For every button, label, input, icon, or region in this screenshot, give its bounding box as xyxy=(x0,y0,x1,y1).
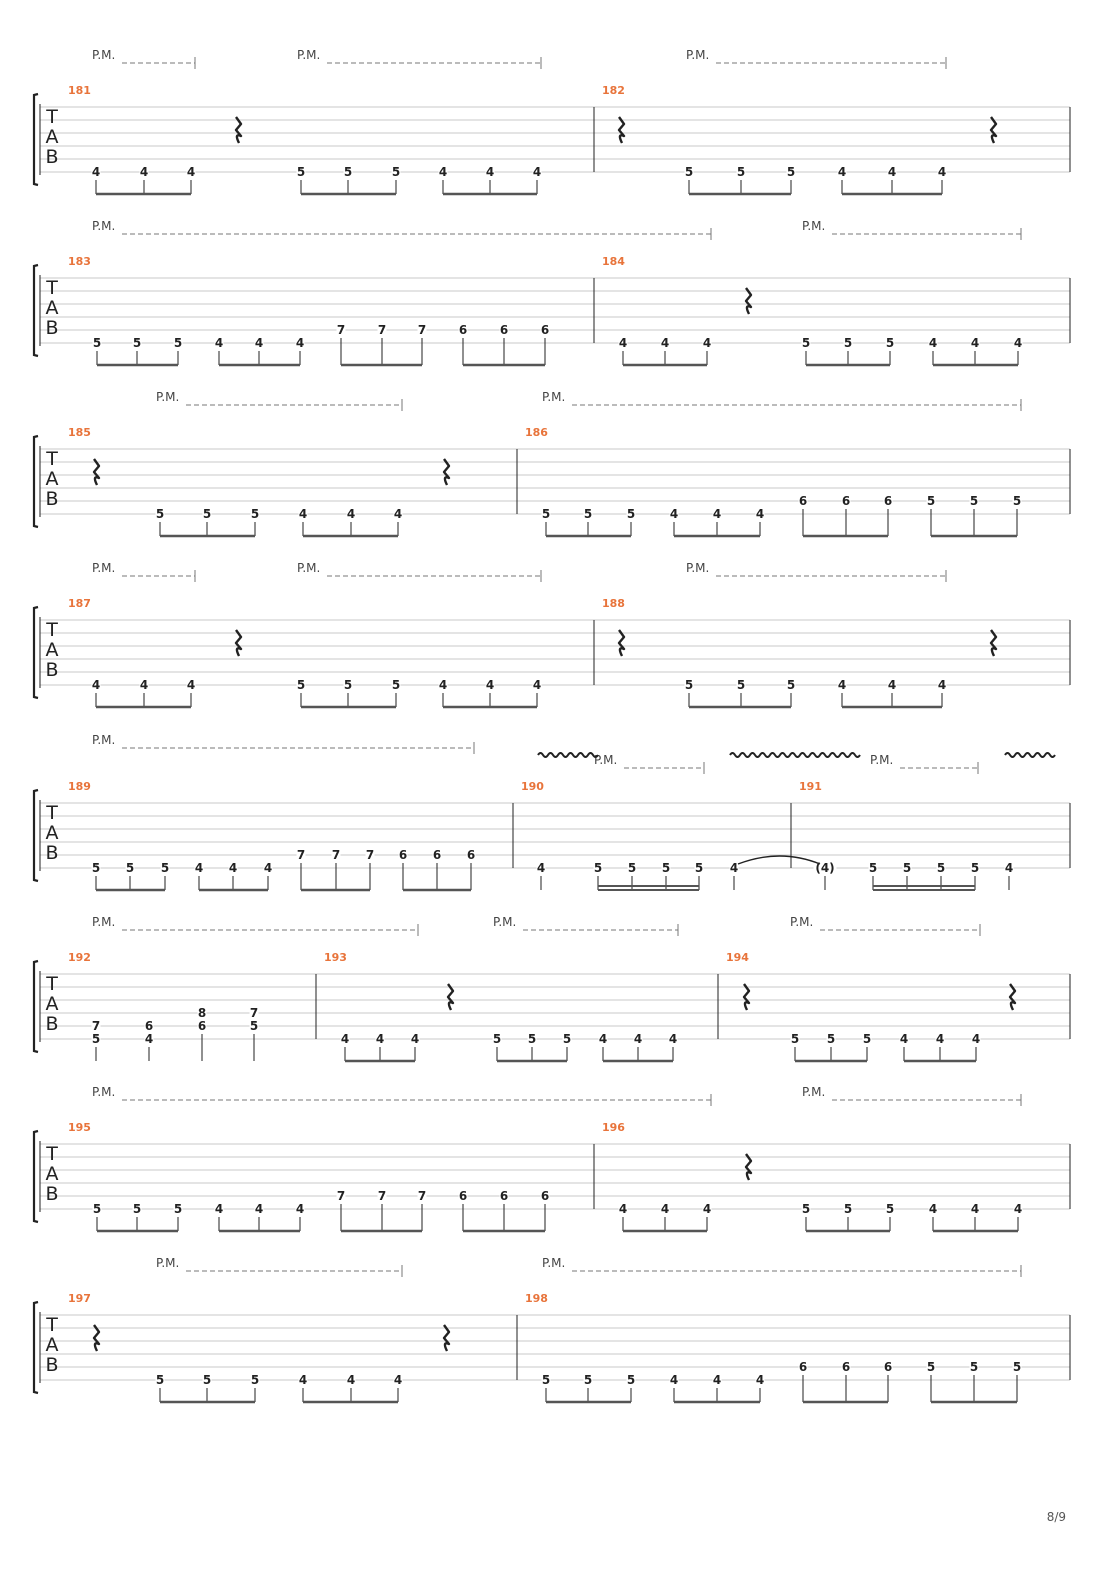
fret-number: 5 xyxy=(250,507,260,521)
quarter-rest-icon xyxy=(236,117,241,143)
palm-mute-label: P.M. xyxy=(542,1256,566,1270)
fret-number: 4 xyxy=(660,1202,670,1216)
tab-system xyxy=(34,1256,1070,1402)
fret-number: 5 xyxy=(173,336,183,350)
fret-number: 5 xyxy=(155,507,165,521)
fret-number: 5 xyxy=(250,1373,260,1387)
tab-clef-letter: A xyxy=(45,1163,59,1185)
fret-number: 6 xyxy=(883,1360,893,1374)
measure-number: 197 xyxy=(68,1292,91,1305)
palm-mute-label: P.M. xyxy=(802,219,826,233)
tab-clef-letter: T xyxy=(46,619,58,641)
fret-number: 4 xyxy=(438,678,448,692)
measure-number: 194 xyxy=(726,951,749,964)
fret-number: 5 xyxy=(296,165,306,179)
fret-number: 4 xyxy=(295,1202,305,1216)
palm-mute-label: P.M. xyxy=(790,915,814,929)
quarter-rest-icon xyxy=(94,459,99,485)
fret-number: 6 xyxy=(466,848,476,862)
fret-number: 5 xyxy=(527,1032,537,1046)
fret-number: 4 xyxy=(340,1032,350,1046)
quarter-rest-icon xyxy=(444,459,449,485)
measure-number: 184 xyxy=(602,255,625,268)
measure-number: 182 xyxy=(602,84,625,97)
fret-number: 4 xyxy=(755,1373,765,1387)
measure-number: 189 xyxy=(68,780,91,793)
fret-number: 4 xyxy=(971,1032,981,1046)
fret-number: 7 xyxy=(377,323,387,337)
vibrato-icon xyxy=(730,753,860,757)
fret-number: 5 xyxy=(868,861,878,875)
fret-number: 5 xyxy=(91,861,101,875)
fret-number: 5 xyxy=(936,861,946,875)
quarter-rest-icon xyxy=(236,630,241,656)
palm-mute-label: P.M. xyxy=(297,48,321,62)
fret-number: 5 xyxy=(343,678,353,692)
fret-number: 5 xyxy=(736,678,746,692)
fret-number: 6 xyxy=(883,494,893,508)
fret-number: 5 xyxy=(626,507,636,521)
fret-number: 4 xyxy=(755,507,765,521)
fret-number: 5 xyxy=(155,1373,165,1387)
fret-number: 5 xyxy=(694,861,704,875)
palm-mute-label: P.M. xyxy=(594,753,618,767)
measure-number: 196 xyxy=(602,1121,625,1134)
tab-system xyxy=(34,561,1070,707)
fret-number: 5 xyxy=(160,861,170,875)
fret-number: 5 xyxy=(296,678,306,692)
fret-number: 5 xyxy=(583,1373,593,1387)
quarter-rest-icon xyxy=(1010,984,1015,1010)
fret-number: 5 xyxy=(969,494,979,508)
tab-clef-letter: B xyxy=(45,659,59,681)
fret-number: 5 xyxy=(661,861,671,875)
fret-number: 4 xyxy=(298,507,308,521)
fret-number: 4 xyxy=(214,1202,224,1216)
fret-number: 4 xyxy=(702,1202,712,1216)
fret-number: 4 xyxy=(1004,861,1014,875)
tab-clef-letter: B xyxy=(45,146,59,168)
tab-system xyxy=(34,390,1070,536)
palm-mute-label: P.M. xyxy=(92,915,116,929)
tab-clef-letter: A xyxy=(45,468,59,490)
palm-mute-label: P.M. xyxy=(802,1085,826,1099)
palm-mute-label: P.M. xyxy=(493,915,517,929)
fret-number: 5 xyxy=(801,336,811,350)
quarter-rest-icon xyxy=(619,117,624,143)
fret-number: 4 xyxy=(393,507,403,521)
tab-clef-letter: T xyxy=(46,1143,58,1165)
fret-number: 5 xyxy=(562,1032,572,1046)
fret-number: 5 xyxy=(391,678,401,692)
system-bracket xyxy=(34,265,38,356)
fret-number: 6 xyxy=(197,1019,207,1033)
fret-number: 7 xyxy=(249,1006,259,1020)
system-bracket xyxy=(34,1131,38,1222)
tie-arc xyxy=(738,856,820,864)
fret-number: 7 xyxy=(417,1189,427,1203)
fret-number: 5 xyxy=(492,1032,502,1046)
measure-number: 185 xyxy=(68,426,91,439)
fret-number: 5 xyxy=(902,861,912,875)
fret-number: 4 xyxy=(194,861,204,875)
fret-number: 4 xyxy=(618,1202,628,1216)
vibrato-icon xyxy=(1005,753,1055,757)
fret-number: 4 xyxy=(91,165,101,179)
palm-mute-label: P.M. xyxy=(870,753,894,767)
palm-mute-label: P.M. xyxy=(686,561,710,575)
tab-clef-letter: A xyxy=(45,1334,59,1356)
fret-number: 7 xyxy=(91,1019,101,1033)
tab-clef-letter: T xyxy=(46,973,58,995)
fret-number: 6 xyxy=(798,1360,808,1374)
measure-number: 188 xyxy=(602,597,625,610)
fret-number: 5 xyxy=(843,1202,853,1216)
measure-number: 183 xyxy=(68,255,91,268)
fret-number: 5 xyxy=(843,336,853,350)
fret-number: 5 xyxy=(583,507,593,521)
measure-number: 191 xyxy=(799,780,822,793)
tab-clef-letter: A xyxy=(45,297,59,319)
fret-number: 4 xyxy=(254,336,264,350)
fret-number: 4 xyxy=(485,678,495,692)
palm-mute-label: P.M. xyxy=(92,733,116,747)
quarter-rest-icon xyxy=(94,1325,99,1351)
fret-number: 5 xyxy=(969,1360,979,1374)
fret-number: 4 xyxy=(139,678,149,692)
fret-number: 4 xyxy=(729,861,739,875)
fret-number: 5 xyxy=(91,1032,101,1046)
tab-system xyxy=(34,1085,1070,1231)
fret-number: 5 xyxy=(926,494,936,508)
fret-number: 4 xyxy=(887,165,897,179)
fret-number: 4 xyxy=(536,861,546,875)
system-bracket xyxy=(34,436,38,527)
fret-number: 6 xyxy=(458,323,468,337)
tab-clef-letter: A xyxy=(45,993,59,1015)
fret-number: 4 xyxy=(970,336,980,350)
fret-number: 4 xyxy=(186,678,196,692)
tab-clef-letter: T xyxy=(46,106,58,128)
measure-number: 193 xyxy=(324,951,347,964)
tab-clef-letter: T xyxy=(46,448,58,470)
tab-clef-letter: B xyxy=(45,1013,59,1035)
fret-number: 8 xyxy=(197,1006,207,1020)
fret-number: 5 xyxy=(391,165,401,179)
fret-number: 4 xyxy=(633,1032,643,1046)
vibrato-icon xyxy=(538,753,598,757)
fret-number: 4 xyxy=(928,336,938,350)
fret-number: 4 xyxy=(937,678,947,692)
fret-number: 6 xyxy=(841,1360,851,1374)
measure-number: 181 xyxy=(68,84,91,97)
fret-number: 5 xyxy=(125,861,135,875)
fret-number: 4 xyxy=(375,1032,385,1046)
fret-number: 5 xyxy=(541,507,551,521)
fret-number: 4 xyxy=(186,165,196,179)
fret-number: 7 xyxy=(377,1189,387,1203)
fret-number: 4 xyxy=(899,1032,909,1046)
tab-clef-letter: T xyxy=(46,802,58,824)
tab-system xyxy=(34,219,1070,365)
fret-number: 4 xyxy=(485,165,495,179)
fret-number: 4 xyxy=(254,1202,264,1216)
quarter-rest-icon xyxy=(448,984,453,1010)
fret-number: 4 xyxy=(837,165,847,179)
palm-mute-label: P.M. xyxy=(686,48,710,62)
fret-number: 5 xyxy=(926,1360,936,1374)
quarter-rest-icon xyxy=(746,288,751,314)
fret-number: 4 xyxy=(139,165,149,179)
fret-number: 5 xyxy=(132,1202,142,1216)
palm-mute-label: P.M. xyxy=(297,561,321,575)
fret-number: 7 xyxy=(336,323,346,337)
tab-clef-letter: A xyxy=(45,126,59,148)
fret-number: 5 xyxy=(826,1032,836,1046)
tab-clef-letter: T xyxy=(46,277,58,299)
fret-number: 4 xyxy=(144,1032,154,1046)
fret-number: 4 xyxy=(937,165,947,179)
fret-number: 4 xyxy=(410,1032,420,1046)
tab-system xyxy=(34,915,1070,1061)
fret-number: 5 xyxy=(626,1373,636,1387)
fret-number: 5 xyxy=(593,861,603,875)
palm-mute-label: P.M. xyxy=(92,1085,116,1099)
tab-clef-letter: A xyxy=(45,822,59,844)
fret-number: 5 xyxy=(736,165,746,179)
fret-number: 4 xyxy=(669,507,679,521)
palm-mute-label: P.M. xyxy=(92,561,116,575)
palm-mute-label: P.M. xyxy=(92,219,116,233)
page-number: 8/9 xyxy=(1046,1510,1066,1524)
fret-number: 4 xyxy=(668,1032,678,1046)
tab-system xyxy=(34,733,1070,890)
palm-mute-label: P.M. xyxy=(156,390,180,404)
fret-number: 4 xyxy=(837,678,847,692)
fret-number: 4 xyxy=(887,678,897,692)
fret-number: 4 xyxy=(532,678,542,692)
measure-number: 198 xyxy=(525,1292,548,1305)
system-bracket xyxy=(34,790,38,881)
fret-number: 4 xyxy=(1013,1202,1023,1216)
fret-number: 7 xyxy=(296,848,306,862)
fret-number: 6 xyxy=(540,1189,550,1203)
fret-number: 5 xyxy=(786,165,796,179)
fret-number: 4 xyxy=(712,1373,722,1387)
fret-number: 6 xyxy=(432,848,442,862)
quarter-rest-icon xyxy=(991,630,996,656)
fret-number: 7 xyxy=(365,848,375,862)
fret-number: 6 xyxy=(144,1019,154,1033)
fret-number: 5 xyxy=(202,507,212,521)
quarter-rest-icon xyxy=(744,984,749,1010)
fret-number: 4 xyxy=(970,1202,980,1216)
fret-number: 7 xyxy=(331,848,341,862)
quarter-rest-icon xyxy=(991,117,996,143)
fret-number: 6 xyxy=(499,1189,509,1203)
fret-number: 4 xyxy=(346,1373,356,1387)
fret-number: 5 xyxy=(343,165,353,179)
fret-number: 5 xyxy=(541,1373,551,1387)
tab-clef-letter: B xyxy=(45,1183,59,1205)
fret-number: 4 xyxy=(263,861,273,875)
fret-number: 4 xyxy=(1013,336,1023,350)
fret-number: 5 xyxy=(92,1202,102,1216)
tab-clef-letter: A xyxy=(45,639,59,661)
system-bracket xyxy=(34,1302,38,1393)
fret-number: 4 xyxy=(393,1373,403,1387)
fret-number: 4 xyxy=(928,1202,938,1216)
fret-number: 5 xyxy=(801,1202,811,1216)
tab-clef-letter: B xyxy=(45,842,59,864)
palm-mute-label: P.M. xyxy=(156,1256,180,1270)
tab-system xyxy=(34,48,1070,194)
fret-number: 7 xyxy=(336,1189,346,1203)
tab-clef-letter: T xyxy=(46,1314,58,1336)
fret-number: (4) xyxy=(815,861,835,875)
palm-mute-label: P.M. xyxy=(542,390,566,404)
fret-number: 5 xyxy=(786,678,796,692)
quarter-rest-icon xyxy=(444,1325,449,1351)
fret-number: 4 xyxy=(702,336,712,350)
fret-number: 4 xyxy=(598,1032,608,1046)
fret-number: 4 xyxy=(935,1032,945,1046)
tab-clef-letter: B xyxy=(45,488,59,510)
fret-number: 5 xyxy=(1012,494,1022,508)
fret-number: 6 xyxy=(540,323,550,337)
palm-mute-label: P.M. xyxy=(92,48,116,62)
fret-number: 5 xyxy=(862,1032,872,1046)
quarter-rest-icon xyxy=(619,630,624,656)
fret-number: 6 xyxy=(398,848,408,862)
system-bracket xyxy=(34,94,38,185)
fret-number: 4 xyxy=(214,336,224,350)
fret-number: 5 xyxy=(885,336,895,350)
measure-number: 186 xyxy=(525,426,548,439)
fret-number: 4 xyxy=(532,165,542,179)
fret-number: 5 xyxy=(885,1202,895,1216)
fret-number: 5 xyxy=(790,1032,800,1046)
measure-number: 192 xyxy=(68,951,91,964)
fret-number: 4 xyxy=(438,165,448,179)
fret-number: 6 xyxy=(798,494,808,508)
fret-number: 7 xyxy=(417,323,427,337)
fret-number: 4 xyxy=(346,507,356,521)
fret-number: 5 xyxy=(249,1019,259,1033)
fret-number: 6 xyxy=(458,1189,468,1203)
fret-number: 6 xyxy=(499,323,509,337)
fret-number: 4 xyxy=(669,1373,679,1387)
fret-number: 5 xyxy=(173,1202,183,1216)
measure-number: 187 xyxy=(68,597,91,610)
fret-number: 5 xyxy=(132,336,142,350)
measure-number: 195 xyxy=(68,1121,91,1134)
system-bracket xyxy=(34,961,38,1052)
fret-number: 4 xyxy=(298,1373,308,1387)
fret-number: 5 xyxy=(627,861,637,875)
fret-number: 5 xyxy=(684,678,694,692)
fret-number: 4 xyxy=(91,678,101,692)
fret-number: 5 xyxy=(92,336,102,350)
fret-number: 6 xyxy=(841,494,851,508)
fret-number: 5 xyxy=(1012,1360,1022,1374)
fret-number: 4 xyxy=(712,507,722,521)
tab-clef-letter: B xyxy=(45,317,59,339)
fret-number: 5 xyxy=(970,861,980,875)
system-bracket xyxy=(34,607,38,698)
quarter-rest-icon xyxy=(746,1154,751,1180)
fret-number: 4 xyxy=(660,336,670,350)
fret-number: 4 xyxy=(228,861,238,875)
fret-number: 5 xyxy=(684,165,694,179)
measure-number: 190 xyxy=(521,780,544,793)
fret-number: 4 xyxy=(618,336,628,350)
fret-number: 4 xyxy=(295,336,305,350)
tab-clef-letter: B xyxy=(45,1354,59,1376)
fret-number: 5 xyxy=(202,1373,212,1387)
